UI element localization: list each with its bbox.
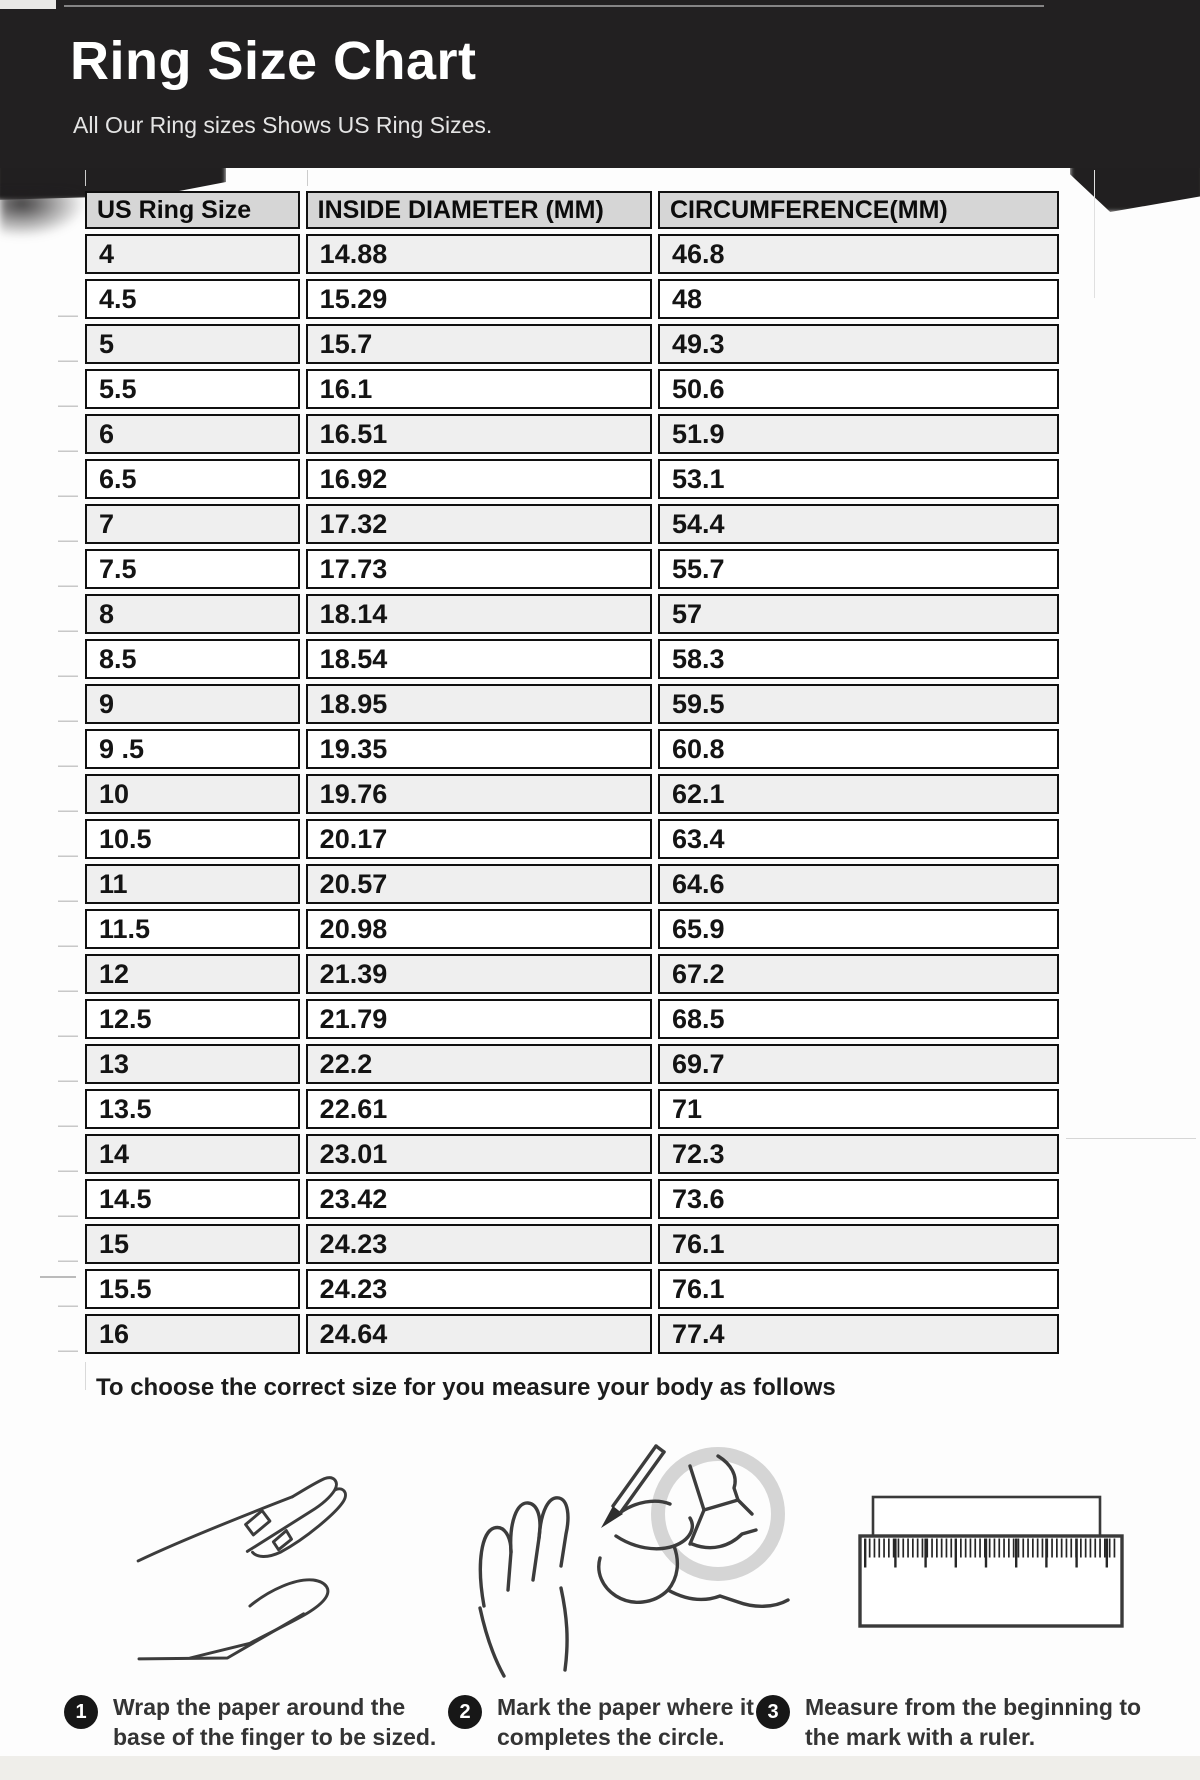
- gridline-artifact: [85, 1362, 86, 1390]
- step-1-number-badge: 1: [64, 1695, 98, 1729]
- cell-inside-diameter: 24.23: [306, 1269, 652, 1309]
- table-row: [85, 1224, 1059, 1264]
- cell-inside-diameter: 20.57: [306, 864, 652, 904]
- page-title: Ring Size Chart: [70, 31, 477, 91]
- step-1: [64, 1692, 445, 1753]
- cell-us-ring-size: 10: [85, 774, 300, 814]
- table-row: [85, 414, 1059, 454]
- cell-inside-diameter: 16.1: [306, 369, 652, 409]
- table-row: [85, 909, 1059, 949]
- cell-inside-diameter: 22.61: [306, 1089, 652, 1129]
- table-row: [85, 1314, 1059, 1354]
- table-row: [85, 819, 1059, 859]
- cell-inside-diameter: 18.54: [306, 639, 652, 679]
- cell-inside-diameter: 21.39: [306, 954, 652, 994]
- cell-us-ring-size: 15: [85, 1224, 300, 1264]
- cell-us-ring-size: 11.5: [85, 909, 300, 949]
- table-row: [85, 954, 1059, 994]
- cell-us-ring-size: 10.5: [85, 819, 300, 859]
- table-row: [85, 684, 1059, 724]
- cell-us-ring-size: 14.5: [85, 1179, 300, 1219]
- step-2: [448, 1692, 789, 1753]
- cell-us-ring-size: 13.5: [85, 1089, 300, 1129]
- cell-inside-diameter: 18.14: [306, 594, 652, 634]
- cell-inside-diameter: 21.79: [306, 999, 652, 1039]
- column-header-circumference: CIRCUMFERENCE(MM): [658, 191, 1059, 229]
- table-row: [85, 1044, 1059, 1084]
- cell-circumference: 72.3: [658, 1134, 1059, 1174]
- step-3: [756, 1692, 1167, 1753]
- cell-us-ring-size: 15.5: [85, 1269, 300, 1309]
- cell-inside-diameter: 19.76: [306, 774, 652, 814]
- cell-us-ring-size: 9: [85, 684, 300, 724]
- cell-circumference: 49.3: [658, 324, 1059, 364]
- cell-us-ring-size: 7: [85, 504, 300, 544]
- cell-inside-diameter: 17.32: [306, 504, 652, 544]
- cell-us-ring-size: 8.5: [85, 639, 300, 679]
- footer-band: [0, 1756, 1200, 1780]
- cell-circumference: 58.3: [658, 639, 1059, 679]
- cell-circumference: 69.7: [658, 1044, 1059, 1084]
- cell-inside-diameter: 16.51: [306, 414, 652, 454]
- table-row: [85, 999, 1059, 1039]
- cell-us-ring-size: 12.5: [85, 999, 300, 1039]
- step-2-caption: Mark the paper where it completes the circle.: [497, 1694, 754, 1751]
- cell-inside-diameter: 22.2: [306, 1044, 652, 1084]
- cell-circumference: 46.8: [658, 234, 1059, 274]
- cell-circumference: 73.6: [658, 1179, 1059, 1219]
- cell-circumference: 59.5: [658, 684, 1059, 724]
- banner-top-highlight: [64, 5, 1044, 7]
- cell-us-ring-size: 8: [85, 594, 300, 634]
- gridline-artifact: [85, 170, 86, 186]
- ring-size-table: [79, 186, 1065, 1359]
- step-1-caption: Wrap the paper around the base of the finger to be sized.: [113, 1694, 437, 1751]
- gridline-artifact: [1066, 1138, 1196, 1139]
- table-row: [85, 324, 1059, 364]
- cell-circumference: 51.9: [658, 414, 1059, 454]
- cell-us-ring-size: 6.5: [85, 459, 300, 499]
- cell-circumference: 62.1: [658, 774, 1059, 814]
- cell-inside-diameter: 18.95: [306, 684, 652, 724]
- hand-paper-wrap-illustration: [126, 1456, 386, 1678]
- cell-us-ring-size: 5.5: [85, 369, 300, 409]
- cell-circumference: 54.4: [658, 504, 1059, 544]
- table-row: [85, 504, 1059, 544]
- cell-circumference: 57: [658, 594, 1059, 634]
- cell-inside-diameter: 15.29: [306, 279, 652, 319]
- table-row: [85, 549, 1059, 589]
- table-row: [85, 1269, 1059, 1309]
- cell-circumference: 55.7: [658, 549, 1059, 589]
- table-row: [85, 774, 1059, 814]
- table-row: [85, 279, 1059, 319]
- table-row: [85, 234, 1059, 274]
- row-boundary-ticks: [58, 272, 78, 1362]
- top-left-notch: [0, 0, 56, 9]
- table-row: [85, 1089, 1059, 1129]
- instructions-intro: To choose the correct size for you measure your body as follows: [96, 1374, 836, 1401]
- cell-circumference: 77.4: [658, 1314, 1059, 1354]
- table-row: [85, 1134, 1059, 1174]
- ring-size-table-body: [85, 234, 1059, 1354]
- page-subtitle: All Our Ring sizes Shows US Ring Sizes.: [73, 112, 493, 138]
- cell-circumference: 68.5: [658, 999, 1059, 1039]
- cell-inside-diameter: 16.92: [306, 459, 652, 499]
- cell-circumference: 50.6: [658, 369, 1059, 409]
- table-row: [85, 594, 1059, 634]
- cell-inside-diameter: 20.98: [306, 909, 652, 949]
- cell-us-ring-size: 9 .5: [85, 729, 300, 769]
- table-row: [85, 729, 1059, 769]
- cell-us-ring-size: 16: [85, 1314, 300, 1354]
- cell-circumference: 76.1: [658, 1224, 1059, 1264]
- cell-us-ring-size: 7.5: [85, 549, 300, 589]
- gridline-artifact: [1094, 170, 1095, 298]
- cell-inside-diameter: 17.73: [306, 549, 652, 589]
- pencil-mark-illustration: [450, 1438, 802, 1688]
- cell-us-ring-size: 14: [85, 1134, 300, 1174]
- gridline-artifact: [307, 170, 308, 186]
- step-3-number-badge: 3: [756, 1695, 790, 1729]
- cell-us-ring-size: 11: [85, 864, 300, 904]
- cell-circumference: 48: [658, 279, 1059, 319]
- table-row: [85, 1179, 1059, 1219]
- table-row: [85, 459, 1059, 499]
- cell-inside-diameter: 15.7: [306, 324, 652, 364]
- cell-us-ring-size: 4: [85, 234, 300, 274]
- cell-us-ring-size: 6: [85, 414, 300, 454]
- cell-circumference: 67.2: [658, 954, 1059, 994]
- table-row: [85, 639, 1059, 679]
- table-row: [85, 369, 1059, 409]
- cell-us-ring-size: 13: [85, 1044, 300, 1084]
- header-banner: [0, 0, 1200, 168]
- cell-us-ring-size: 5: [85, 324, 300, 364]
- cell-circumference: 64.6: [658, 864, 1059, 904]
- cell-circumference: 71: [658, 1089, 1059, 1129]
- cell-circumference: 76.1: [658, 1269, 1059, 1309]
- cell-us-ring-size: 12: [85, 954, 300, 994]
- ruler-measure-illustration: [850, 1490, 1126, 1632]
- column-header-inside-diameter: INSIDE DIAMETER (MM): [306, 191, 652, 229]
- cell-inside-diameter: 14.88: [306, 234, 652, 274]
- cell-inside-diameter: 19.35: [306, 729, 652, 769]
- cell-inside-diameter: 24.64: [306, 1314, 652, 1354]
- cell-us-ring-size: 4.5: [85, 279, 300, 319]
- banner-fold-shadow: [0, 192, 86, 238]
- table-row: [85, 864, 1059, 904]
- cell-inside-diameter: 20.17: [306, 819, 652, 859]
- column-header-us-ring-size: US Ring Size: [85, 191, 300, 229]
- cell-circumference: 53.1: [658, 459, 1059, 499]
- cell-circumference: 63.4: [658, 819, 1059, 859]
- step-3-caption: Measure from the beginning to the mark with a ruler.: [805, 1694, 1142, 1751]
- step-2-number-badge: 2: [448, 1695, 482, 1729]
- cell-inside-diameter: 24.23: [306, 1224, 652, 1264]
- cell-circumference: 60.8: [658, 729, 1059, 769]
- cell-inside-diameter: 23.01: [306, 1134, 652, 1174]
- cell-inside-diameter: 23.42: [306, 1179, 652, 1219]
- table-header-row: [85, 191, 1059, 229]
- cell-circumference: 65.9: [658, 909, 1059, 949]
